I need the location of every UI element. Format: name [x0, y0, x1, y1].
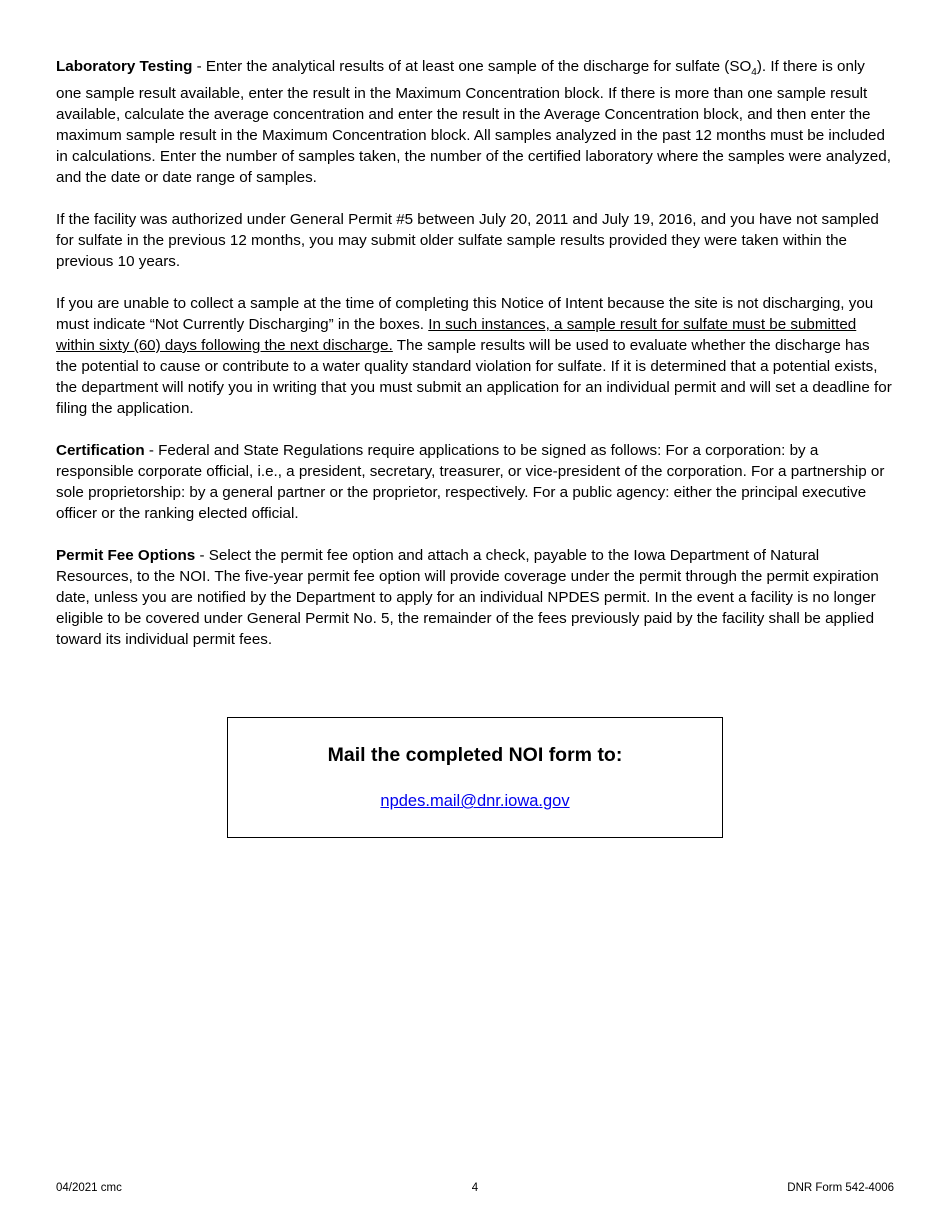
mail-instructions-box — [227, 717, 723, 838]
no-sample-text-continued: The sample results will be used to evaluate whether the discharge has the potential to cause or contribute to a water quality standard violation for sulfate. If it is determined that a potential exists, the department will notify you in writing that you must submit an application for an individual permit and will set a deadline for filing the application. — [56, 337, 892, 418]
sulfate-subscript: 4 — [751, 67, 757, 79]
certification-heading: Certification — [56, 442, 145, 460]
permit-fee-text: - Select the permit fee option and attach a check, payable to the Iowa Department of Natural Resources, to the NOI. The five-year permit fee option will provide coverage under the permit through the permit expiration date, unless you are notified by the Department to apply for an individual NPDES permit. In the event a facility is no longer eligible to be covered under General Permit No. 5, the remainder of the fees previously paid by the facility shall be applied toward its individual permit fees. — [56, 547, 879, 649]
instructions-body — [56, 56, 892, 671]
lab-testing-heading: Laboratory Testing — [56, 58, 193, 75]
lab-testing-paragraph — [56, 56, 892, 188]
no-sample-paragraph — [56, 293, 892, 419]
certification-paragraph — [56, 440, 892, 524]
email-link[interactable]: npdes.mail@dnr.iowa.gov — [380, 792, 570, 810]
footer-form-number: DNR Form 542-4006 — [787, 1182, 894, 1194]
footer-page-number: 4 — [471, 1182, 479, 1194]
permit-fee-paragraph — [56, 545, 892, 650]
no-sample-text: If you are unable to collect a sample at the time of completing this Notice of Intent because the site is not discharging, you must indicate “Not Currently Discharging” in the boxes. — [56, 295, 874, 334]
permit-fee-heading: Permit Fee Options — [56, 547, 196, 565]
mail-box-title: Mail the completed NOI form to: — [327, 744, 623, 766]
footer-revision-date: 04/2021 cmc — [56, 1182, 122, 1194]
general-permit-paragraph: If the facility was authorized under General Permit #5 between July 20, 2011 and July 19, 2016, and you have not sampled for sulfate in the previous 12 months, you may submit older sulfate sample results provided they were taken within the previous 10 years. — [56, 211, 879, 271]
certification-text: - Federal and State Regulations require applications to be signed as follows: For a corporation: by a responsible corporate official, i.e., a president, secretary, treasurer, or vice-president of the corporation. For a partnership or sole proprietorship: by a general partner or the proprietor, respectively. For a public agency: either the principal executive officer or the ranking elected official. — [56, 442, 885, 523]
lab-testing-text-continued: ). If there is only one sample result available, enter the result in the Maximum Concentration block. If there is more than one sample result available, calculate the average concentration and enter the result in the Average Concentration block, and then enter the maximum sample result in the Maximum Concentration block. All samples analyzed in the past 12 months must be included in calculations. Enter the number of samples taken, the number of the certified laboratory where the samples were analyzed, and the date or date range of samples. — [56, 58, 891, 187]
no-sample-deadline-underlined: In such instances, a sample result for sulfate must be submitted within sixty (60) days following the next discharge. — [56, 316, 857, 355]
lab-testing-text: - Enter the analytical results of at least one sample of the discharge for sulfate (SO — [192, 58, 752, 75]
